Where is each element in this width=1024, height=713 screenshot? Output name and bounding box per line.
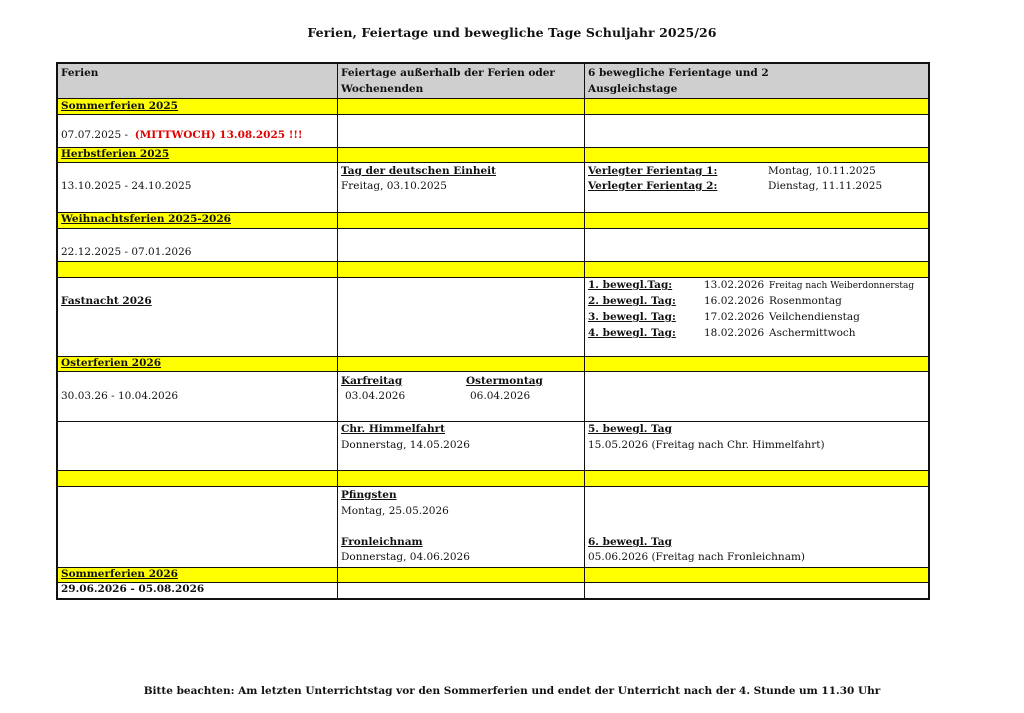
karfreitag-label: Karfreitag	[341, 375, 403, 387]
bewegl-4-note: Aschermittwoch	[769, 327, 856, 339]
sommer2025-dates: 07.07.2025 - (MITTWOCH) 13.08.2025 !!!	[61, 129, 303, 141]
page-title: Ferien, Feiertage und bewegliche Tage Schuljahr 2025/26	[307, 25, 717, 40]
bewegl-3-label: 3. bewegl. Tag:	[588, 311, 676, 323]
col-header-bewegliche-1: 6 bewegliche Ferientage und 2	[588, 67, 769, 79]
bewegl-3-note: Veilchendienstag	[769, 311, 860, 323]
einheit-date: Freitag, 03.10.2025	[341, 180, 447, 192]
sommer2026-label: Sommerferien 2026	[61, 568, 178, 580]
pfingsten-date: Montag, 25.05.2026	[341, 505, 449, 517]
bewegl-1-date: 13.02.2026	[704, 279, 765, 291]
bewegl-4-date: 18.02.2026	[704, 327, 765, 339]
holiday-table	[56, 62, 930, 600]
footer-note: Bitte beachten: Am letzten Unterrichtstag vor den Sommerferien und endet der Unterricht nach der 4. Stunde um 11.30 Uhr	[143, 685, 881, 697]
col-header-bewegliche-2: Ausgleichstage	[588, 83, 678, 95]
col-header-ferien: Ferien	[61, 67, 99, 79]
moved2-date: Dienstag, 11.11.2025	[768, 180, 883, 192]
ostern-dates: 30.03.26 - 10.04.2026	[61, 390, 179, 402]
weihnacht-dates: 22.12.2025 - 07.01.2026	[61, 246, 192, 258]
ostermontag-label: Ostermontag	[466, 375, 543, 387]
moved1-date: Montag, 10.11.2025	[768, 165, 876, 177]
herbst2025-dates: 13.10.2025 - 24.10.2025	[61, 180, 192, 192]
bewegl-2-label: 2. bewegl. Tag:	[588, 295, 676, 307]
fastnacht-label: Fastnacht 2026	[61, 295, 152, 307]
weihnacht-label: Weihnachtsferien 2025-2026	[61, 213, 231, 225]
bewegl-6-date: 05.06.2026 (Freitag nach Fronleichnam)	[588, 551, 806, 563]
bewegl-2-date: 16.02.2026	[704, 295, 765, 307]
bewegl-2-note: Rosenmontag	[769, 295, 842, 307]
bewegl-1-label: 1. bewegl.Tag:	[588, 279, 673, 291]
herbst2025-label: Herbstferien 2025	[61, 148, 170, 160]
row-herbst2025	[58, 147, 928, 162]
bewegl-6-label: 6. bewegl. Tag	[588, 536, 672, 548]
fronleichnam-label: Fronleichnam	[341, 536, 423, 548]
row-spacer1	[58, 261, 928, 277]
col-header-feiertage-2: Wochenenden	[341, 83, 424, 95]
bewegl-1-note: Freitag nach Weiberdonnerstag	[769, 281, 915, 291]
bewegl-4-label: 4. bewegl. Tag:	[588, 327, 676, 339]
himmelfahrt-label: Chr. Himmelfahrt	[341, 423, 446, 435]
sommer2026-dates: 29.06.2026 - 05.08.2026	[61, 583, 205, 595]
moved2-label: Verlegter Ferientag 2:	[588, 180, 718, 192]
pfingsten-label: Pfingsten	[341, 489, 397, 501]
himmelfahrt-date: Donnerstag, 14.05.2026	[341, 439, 470, 451]
col-header-feiertage-1: Feiertage außerhalb der Ferien oder	[341, 67, 555, 79]
row-sommer2025	[58, 99, 928, 114]
bewegl-5-label: 5. bewegl. Tag	[588, 423, 672, 435]
sommer2025-label: Sommerferien 2025	[61, 100, 178, 112]
moved1-label: Verlegter Ferientag 1:	[588, 165, 718, 177]
einheit-label: Tag der deutschen Einheit	[341, 165, 497, 177]
bewegl-3-date: 17.02.2026	[704, 311, 765, 323]
ostern-label: Osterferien 2026	[61, 357, 162, 369]
ostermontag-date: 06.04.2026	[470, 390, 531, 402]
row-sommer2026	[58, 567, 928, 582]
karfreitag-date: 03.04.2026	[345, 390, 406, 402]
row-ostern	[58, 356, 928, 371]
fronleichnam-date: Donnerstag, 04.06.2026	[341, 551, 470, 563]
row-spacer2	[58, 470, 928, 486]
bewegl-5-date: 15.05.2026 (Freitag nach Chr. Himmelfahrt)	[588, 439, 825, 451]
